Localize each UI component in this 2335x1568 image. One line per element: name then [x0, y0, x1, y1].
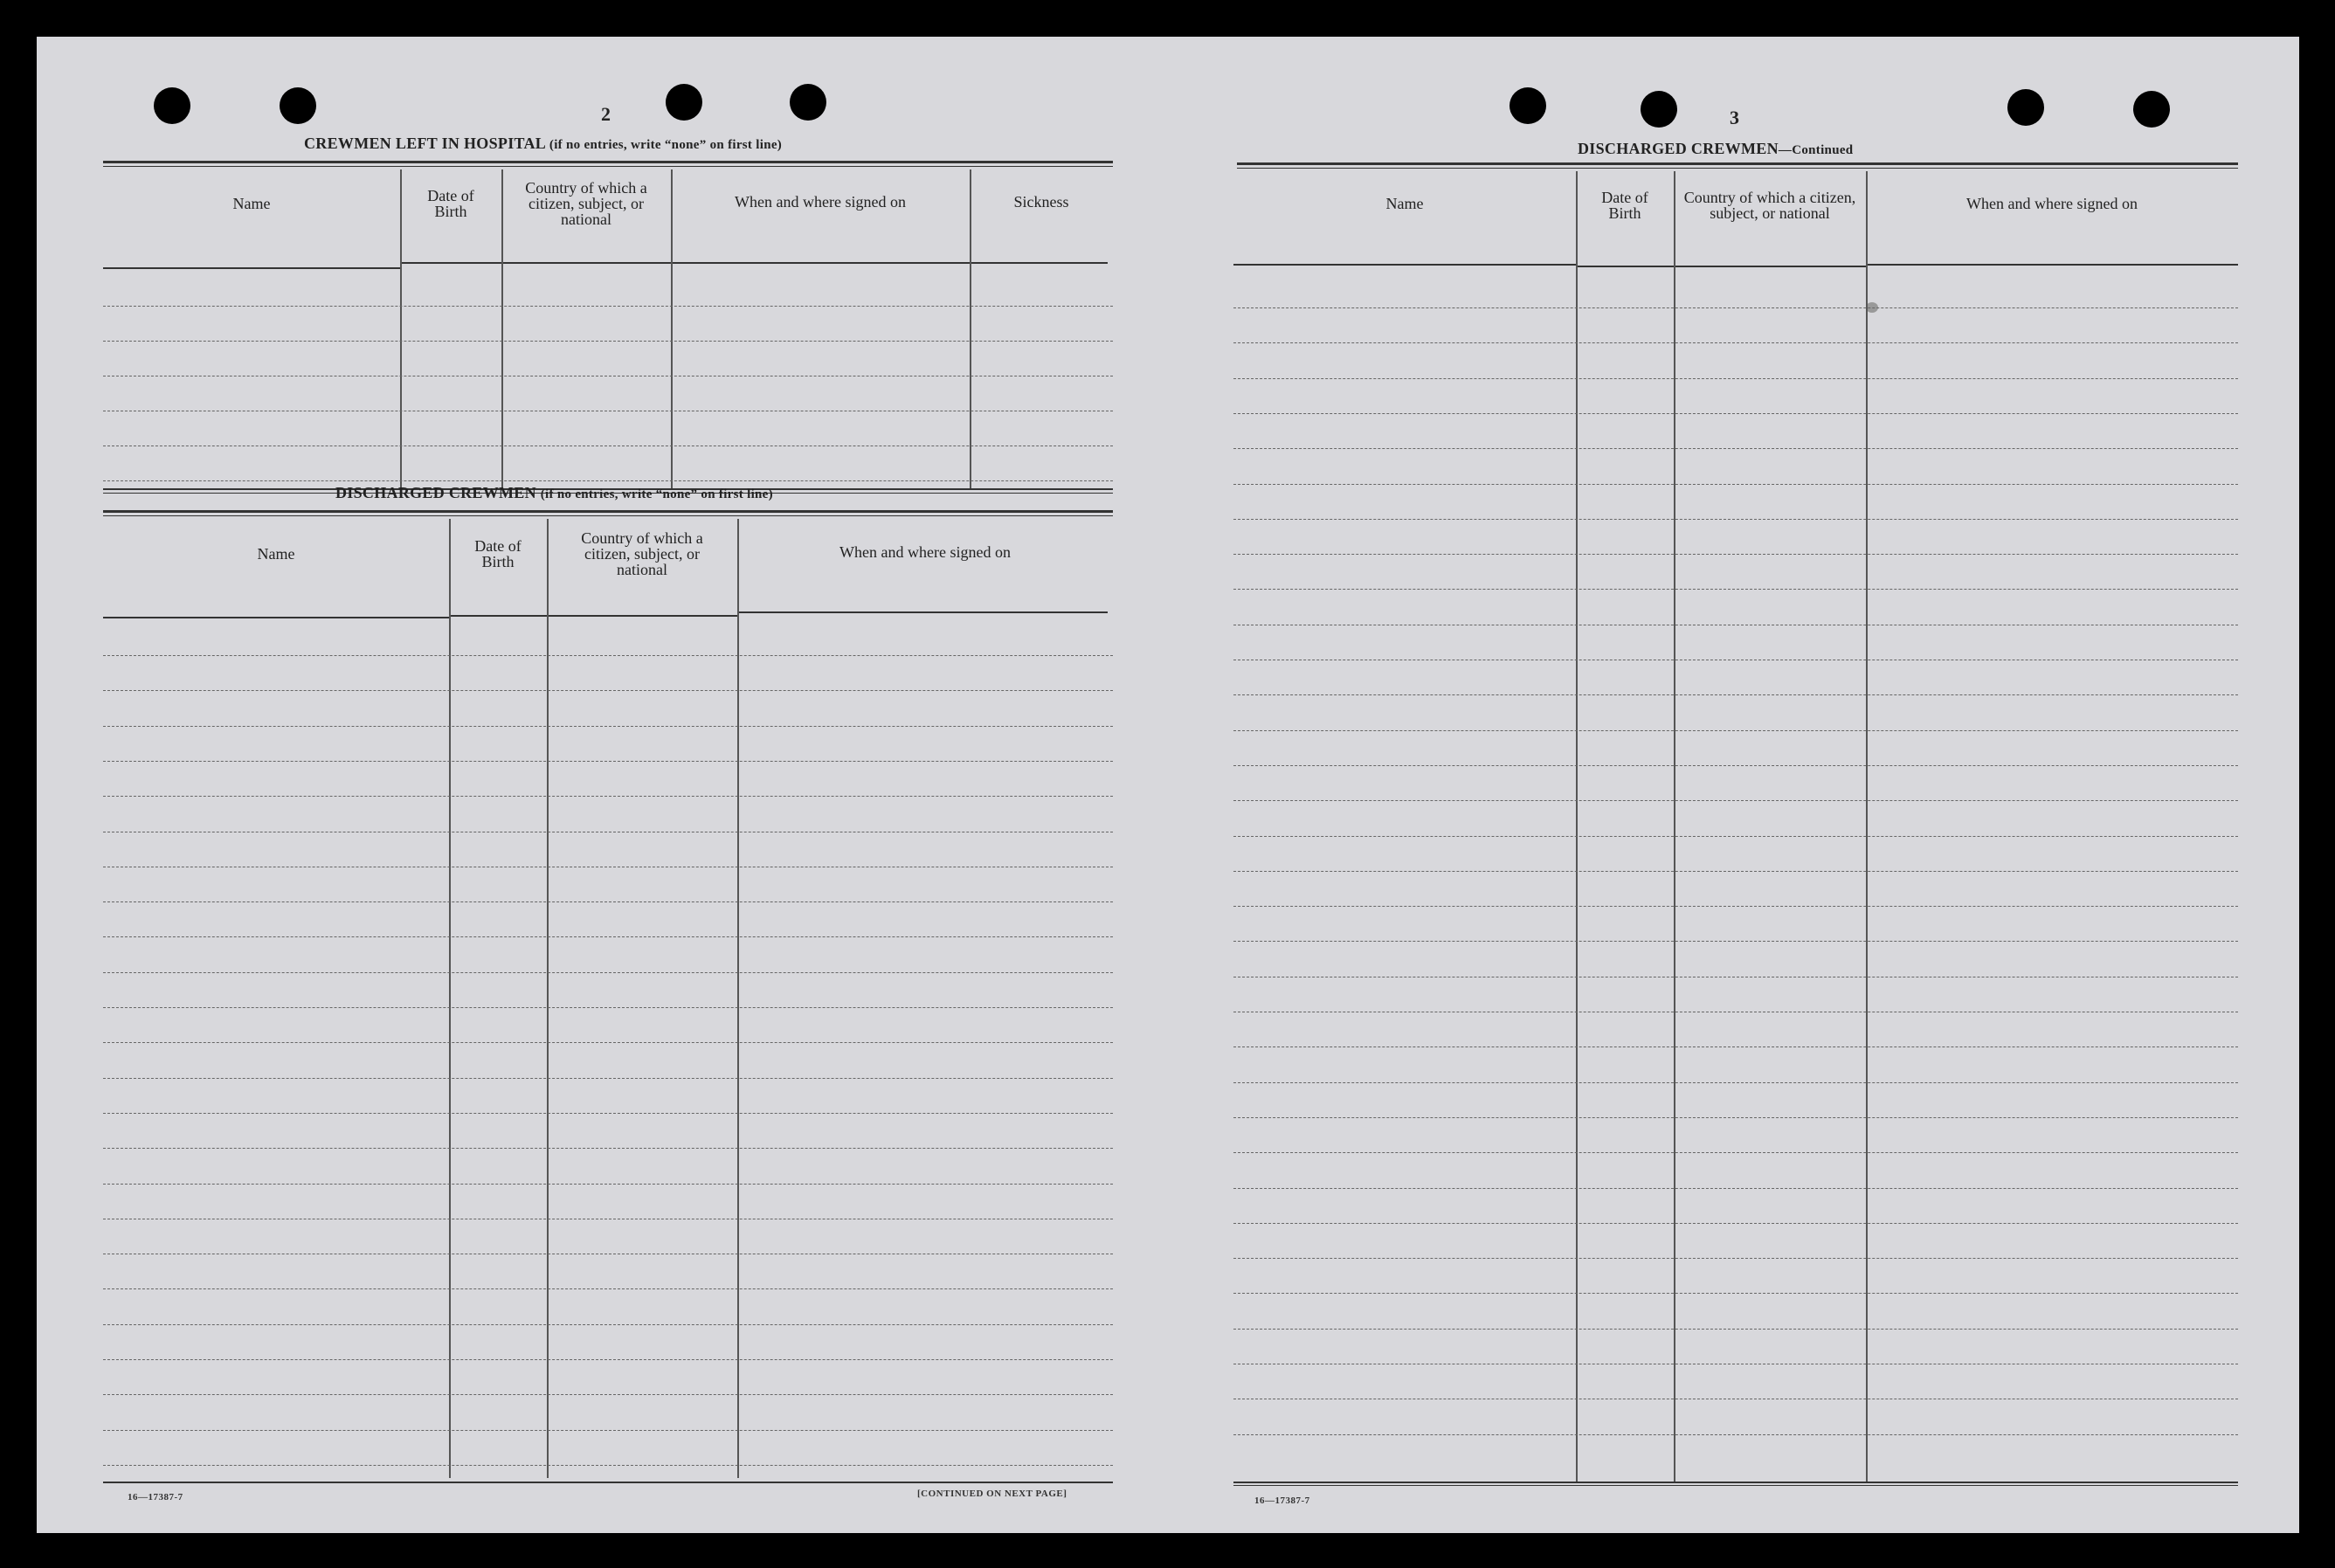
- ruled-row-line: [103, 1148, 1113, 1149]
- ruled-row-line: [1233, 836, 2238, 837]
- ruled-row-line: [1233, 378, 2238, 379]
- header-rule: [103, 617, 449, 618]
- ruled-row-line: [1233, 906, 2238, 907]
- ruled-row-line: [1233, 448, 2238, 449]
- continued-suffix: —Continued: [1778, 143, 1854, 157]
- ruled-row-line: [103, 761, 1113, 762]
- column-header-date-of-birth: Date of Birth: [427, 187, 474, 220]
- ruled-row-line: [103, 1042, 1113, 1043]
- ruled-row-line: [1233, 941, 2238, 942]
- column-divider: [1866, 171, 1868, 1482]
- discharged-title-text: DISCHARGED CREWMEN: [335, 484, 536, 501]
- section-rule: [1237, 162, 2238, 165]
- section-rule: [103, 166, 1113, 167]
- column-divider: [737, 519, 739, 1478]
- section-rule: [1237, 168, 2238, 169]
- ruled-row-line: [1233, 413, 2238, 414]
- ruled-row-line: [103, 1465, 1113, 1466]
- section-rule: [1233, 1482, 2238, 1483]
- ruled-row-line: [1233, 1046, 2238, 1047]
- ruled-row-line: [1233, 307, 2238, 308]
- ruled-row-line: [103, 655, 1113, 656]
- ruled-row-line: [103, 936, 1113, 937]
- punch-hole: [790, 84, 826, 121]
- ruled-row-line: [1233, 1329, 2238, 1330]
- column-header-country: Country of which a citizen, subject, or national: [525, 179, 647, 228]
- column-header-country: Country of which a citizen, subject, or national: [1683, 189, 1856, 222]
- column-header-name: Name: [232, 195, 271, 212]
- section-rule: [1233, 1485, 2238, 1486]
- form-number: 16—17387-7: [128, 1492, 183, 1502]
- ruled-row-line: [1233, 1082, 2238, 1083]
- header-rule: [400, 262, 1108, 264]
- ruled-row-line: [103, 726, 1113, 727]
- discharged-section-title: [335, 484, 773, 502]
- ruled-row-line: [1233, 765, 2238, 766]
- ruled-row-line: [1233, 871, 2238, 872]
- column-divider: [1674, 171, 1675, 1482]
- ruled-row-line: [1233, 342, 2238, 343]
- hospital-title-text: CREWMEN LEFT IN HOSPITAL: [304, 135, 546, 152]
- column-divider: [449, 519, 451, 1478]
- discharged-continued-title-text: DISCHARGED CREWMEN: [1578, 140, 1779, 157]
- page-number: 2: [601, 103, 611, 125]
- ruled-row-line: [103, 1184, 1113, 1185]
- column-divider: [547, 519, 549, 1478]
- ruled-row-line: [1233, 484, 2238, 485]
- form-sheet: [37, 37, 2299, 1533]
- ruled-row-line: [1233, 589, 2238, 590]
- header-rule: [1866, 264, 2238, 266]
- ruled-row-line: [103, 1288, 1113, 1289]
- ruled-row-line: [1233, 730, 2238, 731]
- hospital-table: [103, 169, 1113, 488]
- ruled-row-line: [1233, 800, 2238, 801]
- punch-hole: [2007, 89, 2044, 126]
- ruled-row-line: [1233, 694, 2238, 695]
- column-divider: [400, 169, 402, 488]
- discharged-table: [103, 519, 1113, 1478]
- punch-hole: [2133, 91, 2170, 128]
- ruled-row-line: [1233, 1223, 2238, 1224]
- column-header-date-of-birth: Date of Birth: [1601, 189, 1648, 222]
- column-header-signed-on: When and where signed on: [735, 193, 906, 211]
- continued-note: [CONTINUED ON NEXT PAGE]: [917, 1489, 1067, 1499]
- ruled-row-line: [103, 690, 1113, 691]
- punch-hole: [1509, 87, 1546, 124]
- section-rule: [103, 510, 1113, 513]
- punch-hole: [666, 84, 702, 121]
- column-header-signed-on: When and where signed on: [839, 543, 1011, 561]
- ruled-row-line: [1233, 1152, 2238, 1153]
- ruled-row-line: [1233, 519, 2238, 520]
- ruled-row-line: [103, 1324, 1113, 1325]
- ruled-row-line: [1233, 554, 2238, 555]
- header-rule: [103, 267, 400, 269]
- header-rule: [1576, 266, 1866, 267]
- form-number: 16—17387-7: [1254, 1495, 1310, 1506]
- hospital-section-title: [304, 135, 782, 153]
- ruled-row-line: [103, 1078, 1113, 1079]
- punch-hole: [280, 87, 316, 124]
- ruled-row-line: [1233, 1434, 2238, 1435]
- column-divider: [1576, 171, 1578, 1482]
- column-header-date-of-birth: Date of Birth: [474, 537, 522, 570]
- column-divider: [671, 169, 673, 488]
- ruled-row-line: [103, 341, 1113, 342]
- discharged-continued-table: [1233, 171, 2238, 1482]
- column-divider: [501, 169, 503, 488]
- ruled-row-line: [1233, 1117, 2238, 1118]
- punch-hole: [154, 87, 190, 124]
- ruled-row-line: [103, 901, 1113, 902]
- section-rule: [103, 515, 1113, 516]
- hospital-subtitle-text: (if no entries, write “none” on first line): [549, 138, 783, 152]
- punch-hole: [1641, 91, 1677, 128]
- ruled-row-line: [103, 796, 1113, 797]
- ruled-row-line: [1233, 1188, 2238, 1189]
- column-header-signed-on: When and where signed on: [1966, 195, 2138, 212]
- ruled-row-line: [103, 1007, 1113, 1008]
- ruled-row-line: [103, 480, 1113, 481]
- column-divider: [970, 169, 971, 488]
- discharged-continued-title: [1578, 140, 1853, 158]
- column-header-sickness: Sickness: [1013, 193, 1069, 211]
- header-rule: [737, 611, 1108, 613]
- page-number: 3: [1730, 107, 1739, 128]
- ruled-row-line: [103, 1359, 1113, 1360]
- header-rule: [449, 615, 737, 617]
- ruled-row-line: [103, 306, 1113, 307]
- column-header-name: Name: [1385, 195, 1424, 212]
- ruled-row-line: [103, 1113, 1113, 1114]
- ruled-row-line: [1233, 1258, 2238, 1259]
- column-header-name: Name: [257, 545, 295, 563]
- discharged-subtitle-text: (if no entries, write “none” on first line): [540, 487, 773, 501]
- ruled-row-line: [103, 1430, 1113, 1431]
- ruled-row-line: [103, 1394, 1113, 1395]
- ruled-row-line: [1233, 1293, 2238, 1294]
- ruled-row-line: [103, 972, 1113, 973]
- column-header-country: Country of which a citizen, subject, or national: [581, 529, 703, 578]
- header-rule: [1233, 264, 1576, 266]
- section-rule: [103, 1482, 1113, 1483]
- section-rule: [103, 161, 1113, 163]
